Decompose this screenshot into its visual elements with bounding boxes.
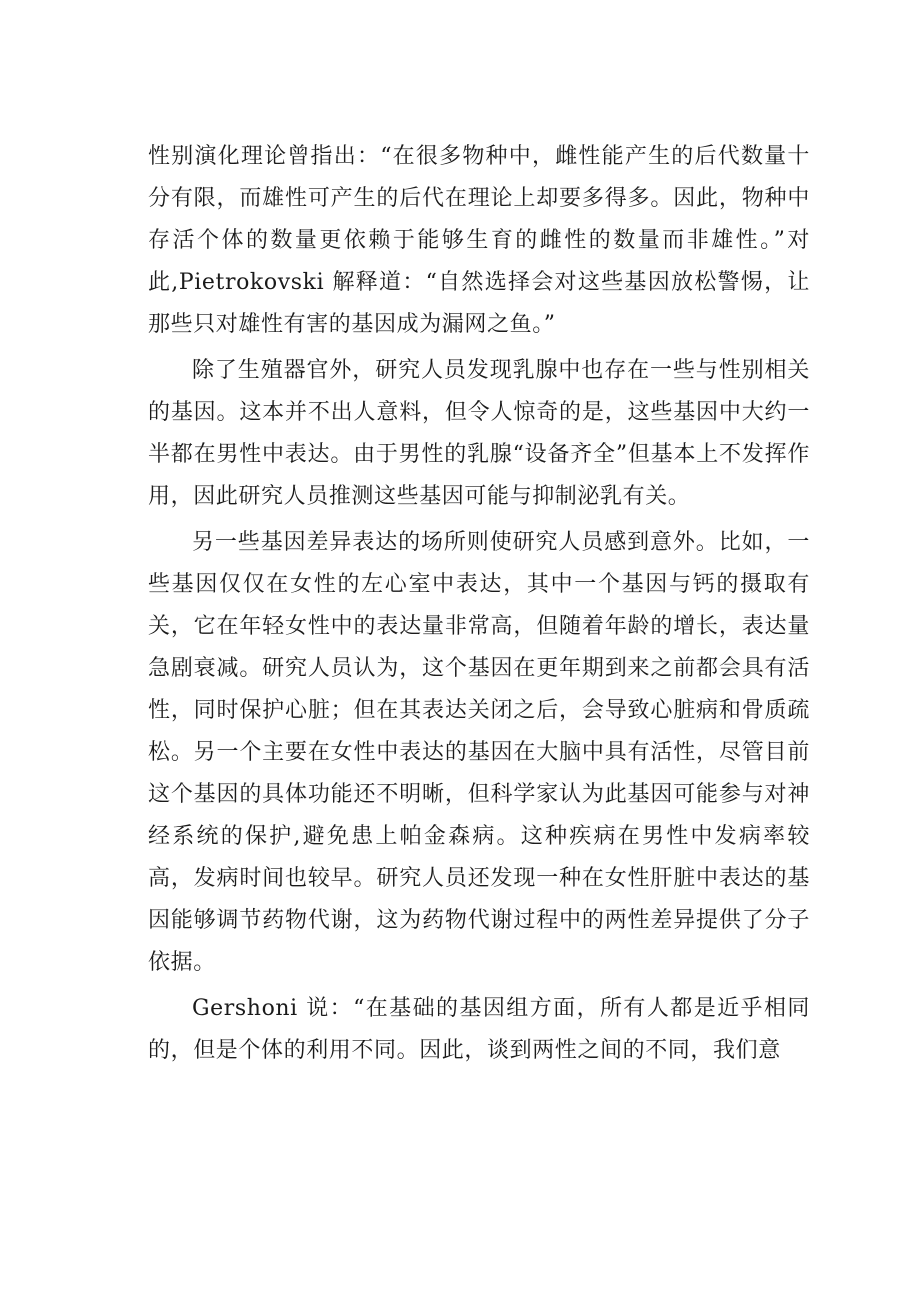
document-body	[148, 136, 810, 1072]
paragraph-2: 除了生殖器官外，研究人员发现乳腺中也存在一些与性别相关的基因。这本并不出人意料，但令人惊奇的是，这些基因中大约一半都在男性中表达。由于男性的乳腺“设备齐全”但基本上不发挥作用，因此研究人员推测这些基因可能与抑制泌乳有关。	[148, 358, 810, 509]
paragraph-1: 性别演化理论曾指出：“在很多物种中，雌性能产生的后代数量十分有限，而雄性可产生的后代在理论上却要多得多。因此，物种中存活个体的数量更依赖于能够生育的雌性的数量而非雄性。”对此,Pietrokovski 解释道：“自然选择会对这些基因放松警惕，让那些只对雄性有害的基因成为漏网之鱼。”	[148, 144, 810, 337]
paragraph-4: Gershoni 说：“在基础的基因组方面，所有人都是近乎相同的，但是个体的利用不同。因此，谈到两性之间的不同，我们意	[148, 996, 810, 1063]
paragraph-3: 另一些基因差异表达的场所则使研究人员感到意外。比如，一些基因仅仅在女性的左心室中表达，其中一个基因与钙的摄取有关，它在年轻女性中的表达量非常高，但随着年龄的增长，表达量急剧衰减。研究人员认为，这个基因在更年期到来之前都会具有活性，同时保护心脏；但在其表达关闭之后，会导致心脏病和骨质疏松。另一个主要在女性中表达的基因在大脑中具有活性，尽管目前这个基因的具体功能还不明晰，但科学家认为此基因可能参与对神经系统的保护,避免患上帕金森病。这种疾病在男性中发病率较高，发病时间也较早。研究人员还发现一种在女性肝脏中表达的基因能够调节药物代谢，这为药物代谢过程中的两性差异提供了分子依据。	[148, 530, 810, 975]
